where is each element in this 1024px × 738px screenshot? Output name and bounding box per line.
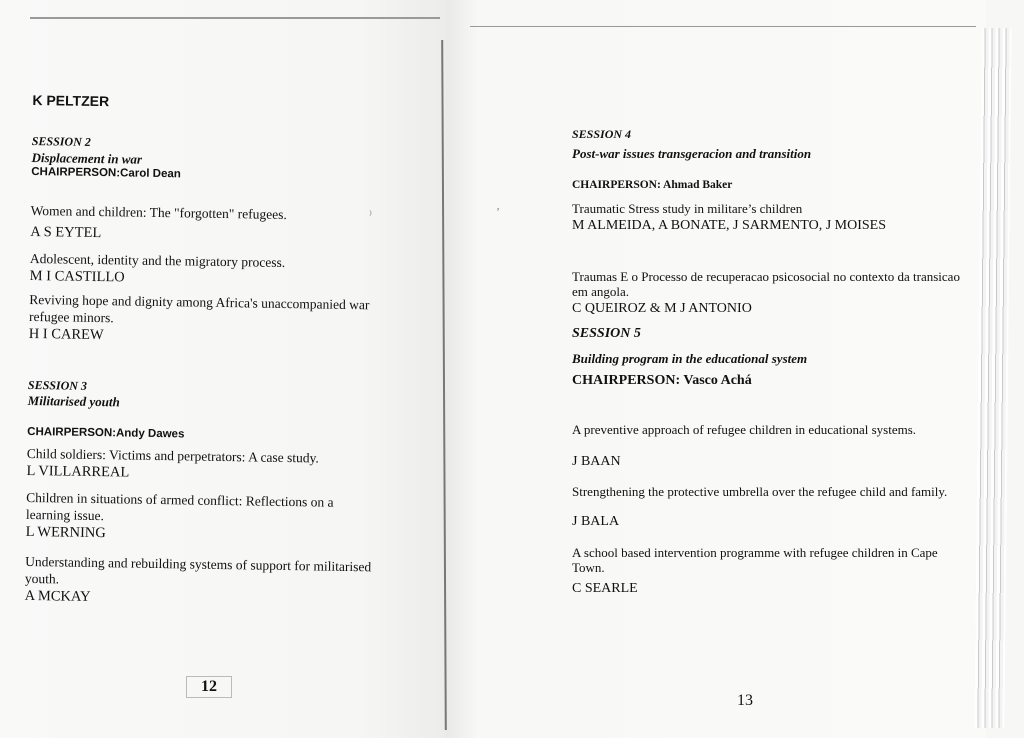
page-edge-line — [470, 26, 976, 27]
session-title: Militarised youth — [27, 392, 120, 410]
session-label: SESSION 2 — [31, 133, 91, 149]
paper-authors: M I CASTILLO — [29, 267, 125, 286]
session-label: SESSION 4 — [572, 127, 632, 141]
paper-title-line: Children in situations of armed conflict: Reflections on a — [26, 489, 334, 510]
paper-title: A school based intervention programme with refugee children in Cape Town. — [572, 545, 938, 575]
right-page — [446, 0, 986, 738]
session-label: SESSION 5 — [572, 326, 641, 341]
page-number: 12 — [186, 676, 232, 698]
page-edge-line — [30, 17, 440, 19]
paper-authors: H I CAREW — [28, 325, 104, 344]
paper-title: Women and children: The "forgotten" refugees. — [30, 202, 287, 222]
paper-title: Child soldiers: Victims and perpetrators: A case study. — [26, 445, 319, 466]
paper-title-line: Understanding and rebuilding systems of support for militarised — [25, 553, 372, 575]
paper-title: Traumas E o Processo de recuperacao psicosocial no contexto da transicao em angola. — [572, 269, 960, 299]
stray-mark: ʼ — [496, 205, 500, 219]
paper-authors: L WERNING — [25, 523, 106, 542]
paper-title: Strengthening the protective umbrella over the refugee child and family. — [572, 484, 948, 499]
page-stack-edges — [974, 28, 1011, 728]
session-title: Displacement in war — [31, 149, 143, 167]
paper-title-line: youth. — [24, 570, 60, 587]
left-page — [0, 0, 446, 738]
paper-title: Traumatic Stress study in militare’s children — [572, 201, 803, 216]
chairperson: CHAIRPERSON: Vasco Achá — [572, 373, 752, 388]
page-number: 13 — [737, 692, 753, 709]
session-title: Post-war issues transgeracion and transition — [572, 146, 812, 161]
paper-authors: C SEARLE — [572, 581, 638, 596]
chairperson: CHAIRPERSON:Andy Dawes — [27, 425, 185, 441]
chairperson: CHAIRPERSON:Carol Dean — [31, 165, 181, 181]
paper-title: Adolescent, identity and the migratory process. — [29, 250, 286, 270]
paper-title-line: learning issue. — [25, 506, 105, 524]
paper-authors: J BAAN — [572, 454, 621, 469]
paper-authors: A MCKAY — [24, 587, 91, 605]
author-heading: K PELTZER — [32, 91, 110, 110]
paper-authors: M ALMEIDA, A BONATE, J SARMENTO, J MOISES — [572, 218, 887, 233]
chairperson: CHAIRPERSON: Ahmad Baker — [572, 179, 733, 191]
paper-title-line: refugee minors. — [28, 308, 114, 326]
session-title: Building program in the educational system — [572, 351, 808, 366]
stray-mark: ⁾ — [369, 208, 372, 222]
paper-authors: A S EYTEL — [30, 223, 102, 242]
paper-title: A preventive approach of refugee children in educational systems. — [572, 422, 917, 437]
session-label: SESSION 3 — [27, 377, 88, 393]
paper-authors: L VILLARREAL — [26, 462, 130, 481]
paper-authors: C QUEIROZ & M J ANTONIO — [572, 301, 752, 316]
paper-authors: J BALA — [572, 514, 620, 529]
paper-title-line: Reviving hope and dignity among Africa's unaccompanied war — [29, 291, 370, 313]
